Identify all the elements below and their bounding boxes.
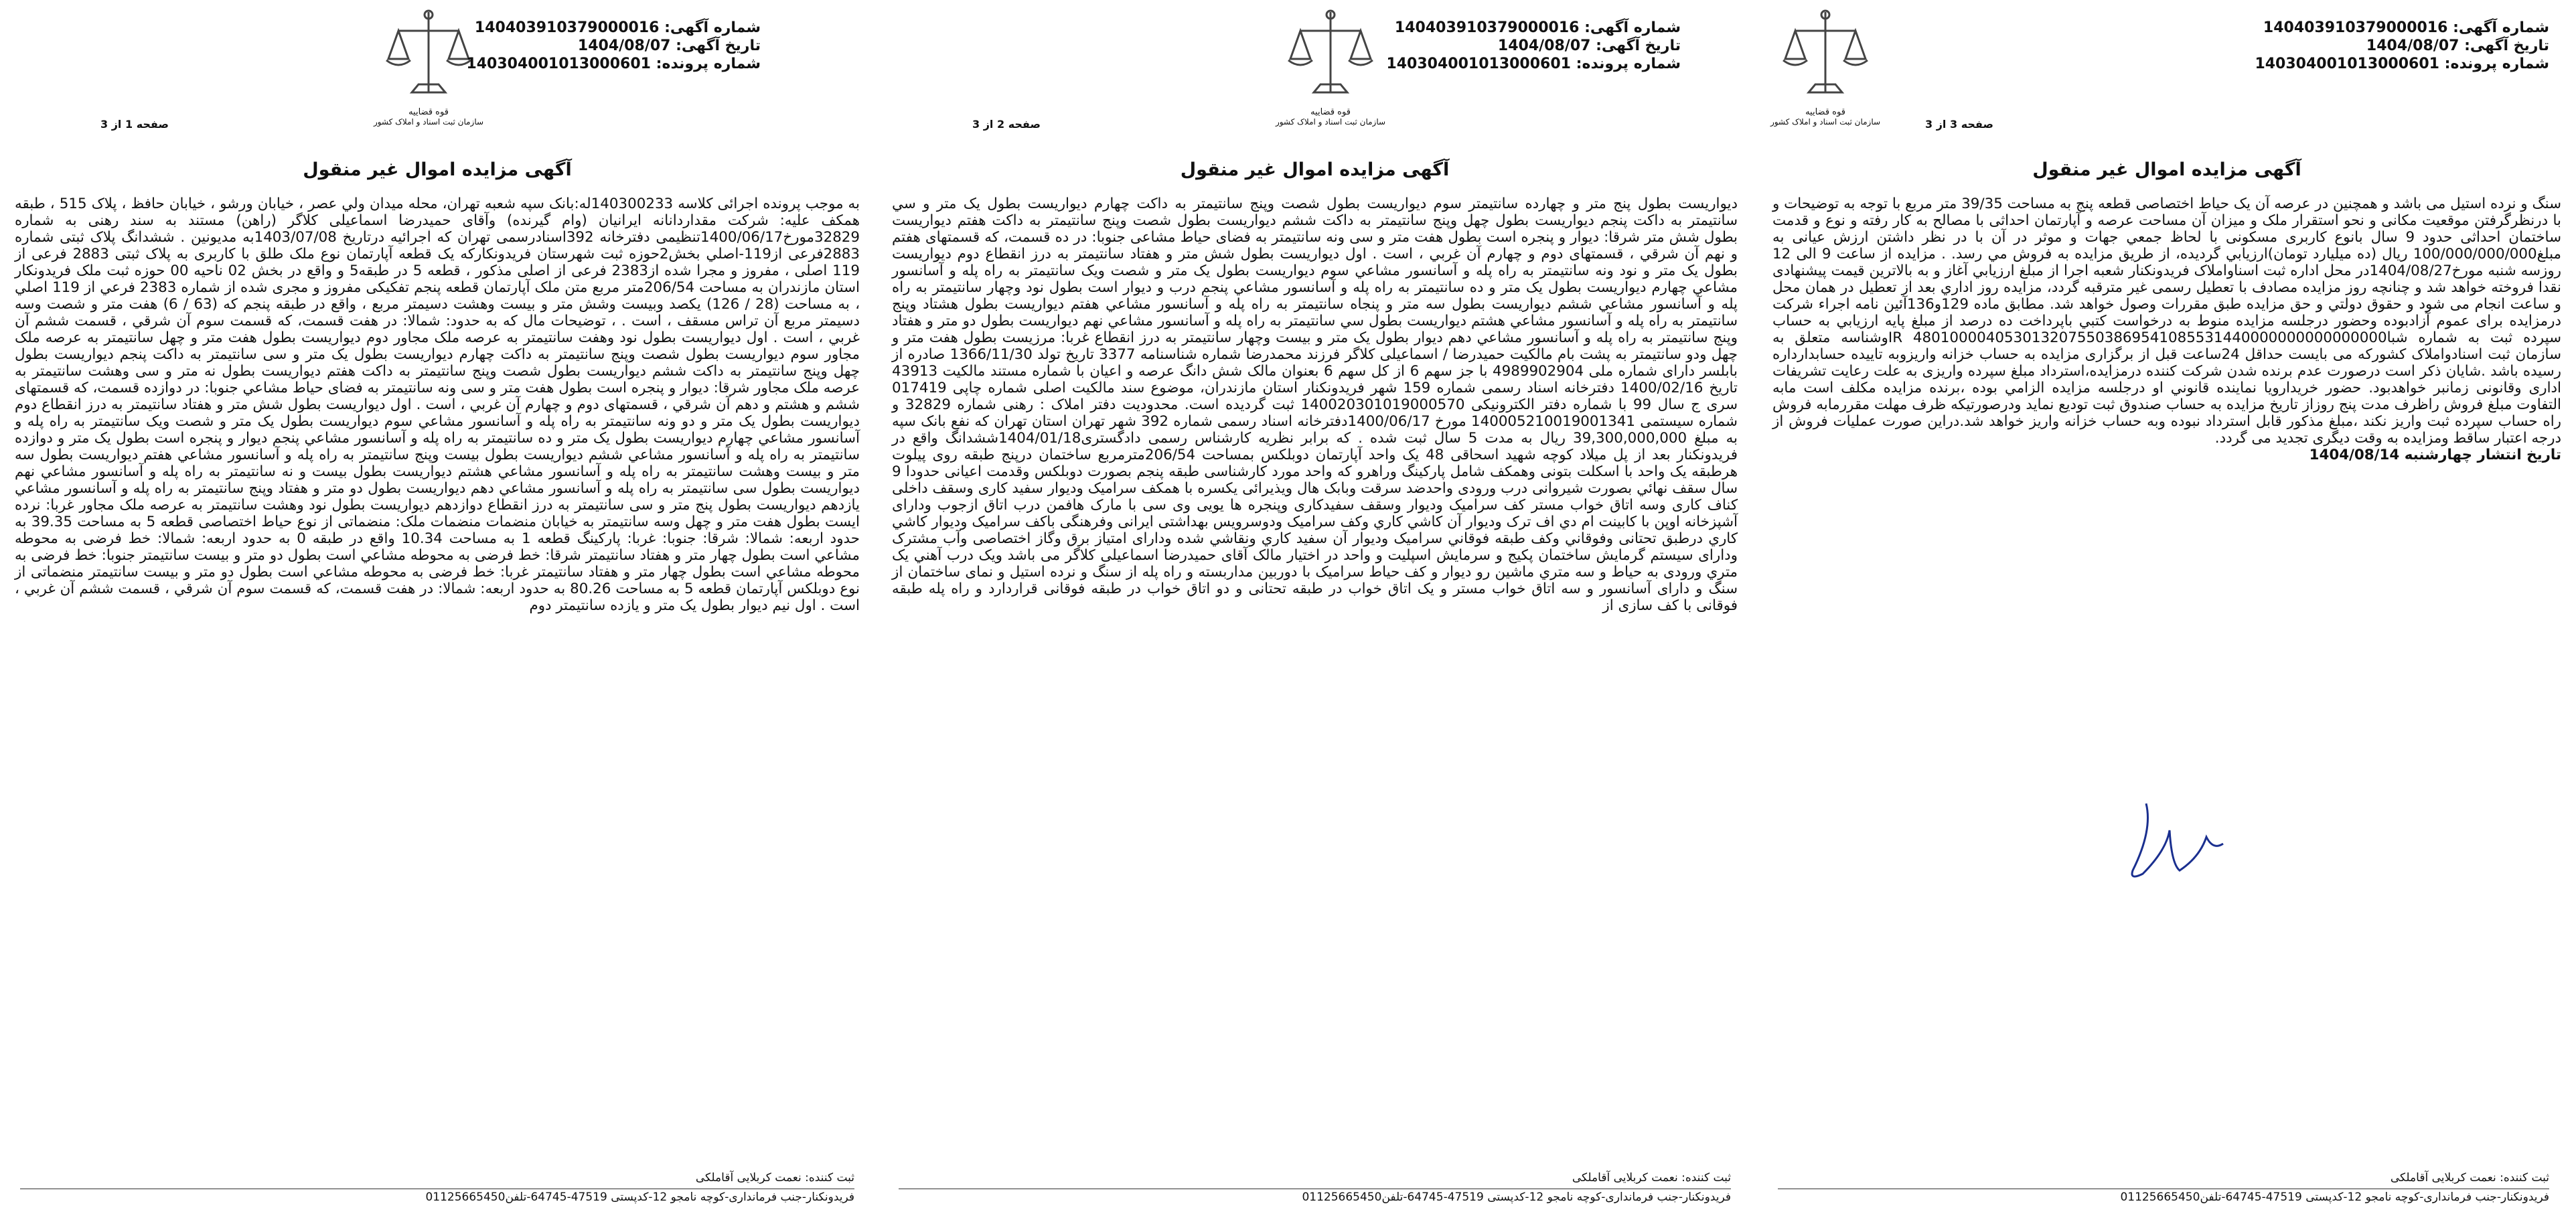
ad-page-3 [0,0,875,1220]
page-number: صفحه 3 از 3 [1925,118,1993,131]
judiciary-emblem-icon: قوه قضاییه سازمان ثبت اسناد و املاک کشور [1274,5,1387,119]
ad-title: آگهی مزایده اموال غیر منقول [303,159,572,180]
page-number: صفحه 2 از 3 [972,118,1041,131]
ad-body-text: سنگ و نرده استیل می باشد و همچنین در عرصه آن یک حیاط اختصاصی قطعه پنج به مساحت 39/35 متر مربع با توجه به توضیحات و با درنظرگرفتن موقعیت مکانی و نحو استقرار ملک و میزان آن مساحت عرصه و آپارتمان احداثی با مصالح به کار رفته و نوع و قدمت ساختمان احداثی حدود 9 سال بانوع کاربری مسکونی با لحاظ جمعي جهات و موثر در آن با در نظر داشتن ارزش عیانی به مبلغ100/000/000/000 ریال (ده میلیارد تومان)ارزیابي گردیده، از طریق مزایده به فروش مي رسد. . مزایده از ساعت 9 الی 12 روزسه شنبه مورخ1404/08/27در محل اداره ثبت اسناواملاک فریدونکنار شعبه اجرا از مبلغ ارزیابي آغاز و به بالاترین قیمت پیشنهادی نقدا فروخته خواهد شد و چنانچه روز مزایده مصادف با تعطیل رسمی غیر مترقبه گردد، مزایده روز اداري بعد از تعطیل در همان محل و ساعت انجام می شود و حقوق دولتي و حق مزایده طبق مقررات وصول خواهد شد. مطابق ماده 129و136آئین نامه اجراء شرکت درمزایده برای عموم آزادبوده وحضور درجلسه مزایده منوط به درخواست کتبي باپرداخت ده درصد از مبلغ پایه ارزیابي به حساب سپرده ثبت به شماره شباIR 4801000040530132075503869541085531440000000000000000وشناسه متعلق به سازمان ثبت اسنادواملاک کشورکه می بایست حداقل 24ساعت قبل از برگزاری مزایده به حساب خزانه واریزوبه تاییده حسابدارداره رسیده باشد .شایان ذکر است درصورت عدم برنده شدن شرکت کننده درمزایده،استرداد مبلغ سپرده واریزی به علت رعایت تشریفات اداری وقانونی زمانبر خواهدبود. حضور خریدارویا نماینده قانوني او درجلسه مزایده الزامي بوده ،برنده مزایده مکلف است مابه التفاوت مبلغ فروش راظرف مدت پنج روزاز تاریخ مزایده به حساب صندوق ثبت تودیع نماید ودرصورتیکه ظرف مهلت مقررمابه فروش راه حساب سپرده ثبت واریز نکند ،مبلغ مذکور قابل استرداد نبوده وبه حساب خزانه واریز خواهد شد.دراین صورت عملیات فروش از درجه اعتبار ساقط ومزایده به وقت دیگری تجدید می گردد. تاریخ انتشار چهارشنبه 1404/08/14 [1772,196,2562,463]
ad-title: آگهی مزایده اموال غیر منقول [1180,159,1450,180]
page-number: صفحه 1 از 3 [100,118,169,131]
ad-footer: ثبت کننده: نعمت کربلایی آقاملکی فریدونکنار-جنب فرمانداری-کوچه نامجو 12-کدپستی 47519-64745-تلفن01125665450 [20,1170,854,1205]
judiciary-emblem-icon: قوه قضاییه سازمان ثبت اسناد و املاک کشور [1768,5,1882,119]
ad-body-text: به موجب پرونده اجرائی کلاسه 140300233له:بانک سپه شعبه تهران، محله میدان ولي عصر ، خیابان ورشو ، خیابان حافظ ، پلاک 515 ، طبقه همکف علیه: شرکت مقداردانانه ایرانیان (وام گیرنده) وآقای حمیدرضا اسماعیلی کلاگر (راهن) مستند به سند رهنی به شماره 32829مورخ1400/06/17تنظیمی دفترخانه 392اسنادرسمی تهران که اجرائیه درتاریخ 1403/07/08به مدیونین . ششدانگ پلاک ثبتی شماره 2883فرعی از119-اصلي بخش2حوزه ثبت شهرستان فریدونکارکه یک قطعه آپارتمان نوع ملک طلق با کاربری به پلاک ثبتی 2883 فرعی از 119 اصلی ، مفروز و مجرا شده از2383 فرعی از اصلی مذکور ، قطعه 5 در طبقه5 و واقع در بخش 02 ناحیه 00 حوزه ثبت ملک فریدونکار استان مازندران به مساحت 206/54متر مربع متن ملک آپارتمان قطعه پنجم تفکیکی مفروز و مجری شده از شماره 2383 فرعي از 119 اصلي ، به مساحت (28 / 126) یکصد وبیست وشش متر و بیست وهشت دسیمتر مربع ، واقع در طبقه پنجم که (63 / 6) هفت متر و شصت وسه دسیمتر مربع آن تراس مسقف ، است . ، توضیحات مال که به حدود: شمالا: در هفت قسمت، که قسمت سوم آن شرقي ، قسمت ششم آن غربي ، است . اول دیواریست بطول نود وهفت سانتیمتر به عرصه ملک مجاور دوم دیواریست بطول هفت متر و چهل سانتیمتر به عرصه ملک مجاور سوم دیواریست بطول شصت وپنج سانتیمتر به داکت چهارم دیواریست بطول یک متر و سی سانتیمتر به داکت پنجم دیواریست بطول چهل وپنج سانتیمتر به داکت ششم دیواریست بطول شصت وپنج سانتیمتر به داکت هفتم دیواریست بطول نه متر و سی وهشت سانتیمتر به عرصه ملک مجاور شرقا: دیوار و پنجره است بطول هفت متر و سی ونه سانتیمتر به فضای حیاط مشاعي جنوبا: در دوازده قسمت، که قسمتهای ششم و هشتم و دهم آن شرقي ، قسمتهای دوم و چهارم آن غربي ، است . اول دیواریست بطول شش متر و هفتاد سانتیمتر به درز انقطاع دوم دیواریست بطول یک متر و دو ونه سانتیمتر به راه پله و آسانسور مشاعي سوم دیواریست بطول یک متر و شصت ویک سانتیمتر به راه پله و آسانسور مشاعي چهارم دیواریست بطول یک متر و ده سانتیمتر به راه پله و آسانسور مشاعي پنجم دیوار و پنجره است بطول یک متر و دوازده سانتیمتر به راه پله و آسانسور مشاعي ششم دیواریست بطول بیست وپنج سانتیمتر به راه پله و آسانسور مشاعي هفتم دیواریست بطول سه متر و بیست وهشت سانتیمتر به راه پله و آسانسور مشاعي هشتم دیواریست بطول بیست و نه سانتیمتر به راه پله و آسانسور مشاعي نهم دیواریست بطول سی سانتیمتر به راه پله و آسانسور مشاعي دهم دیواریست بطول دو متر و هفتاد وپنج سانتیمتر به راه پله و آسانسور مشاعي یازدهم دیواریست بطول پنج متر و سی سانتیمتر به درز انقطاع دوازدهم دیواریست بطول نود وهشت سانتیمتر به عرصه ملک مجاور غربا: نرده ایست بطول هفت متر و چهل وسه سانتیمتر به خیابان منضمات منضمات ملک: منضماتی از نوع حیاط اختصاصی قطعه 5 به مساحت 39.35 به حدود اربعه: شمالا: شرقا: جنوبا: غربا: پارکینگ قطعه 1 به مساحت 10.34 واقع در طبقه 0 به حدود اربعه: شمالا: خط فرضی به محوطه مشاعي است بطول چهار متر و هفتاد سانتیمتر شرقا: خط فرضی به محوطه مشاعي است بطول دو متر و بیست سانتیمتر جنوبا: خط فرضی به محوطه مشاعي است بطول چهار متر و هفتاد سانتیمتر غربا: خط فرضی به محوطه مشاعي است بطول دو متر و بیست سانتیمتر منضماتی از نوع دوبلکس آپارتمان قطعه 5 به مساحت 80.26 به حدود اربعه: شمالا: در هفت قسمت، که قسمت سوم آن شرقي ، قسمت ششم آن غربي ، است . اول نیم دیوار بطول یک متر و یازده سانتیمتر دوم [15,196,860,614]
judiciary-emblem-icon: قوه قضاییه سازمان ثبت اسناد و املاک کشور [372,5,485,119]
ad-page-1 [1758,0,2576,1220]
ad-body-text: دیواریست بطول پنج متر و چهارده سانتیمتر سوم دیواریست بطول شصت وپنج سانتیمتر به داکت چهارم دیواریست بطول یک متر و سي سانتیمتر به داکت پنجم دیواریست بطول چهل وپنج سانتیمتر به داکت ششم دیواریست بطول شصت وپنج سانتیمتر به داکت هفتم دیواریست بطول شش متر شرقا: دیوار و پنجره است بطول هفت متر و سی ونه سانتیمتر به فضای حیاط مشاعی جنوبا: در ده قسمت، که قسمتهای هفتم و نهم آن شرقي ، قسمتهای دوم و چهارم آن غربي ، است . اول دیواریست بطول شش متر و هفتاد سانتیمتر به درز انقطاع دوم دیواریست بطول یک متر و نود ونه سانتیمتر به راه پله و آسانسور مشاعي سوم دیواریست بطول یک متر و شصت ویک سانتیمتر به راه پله و آسانسور مشاعي چهارم دیواریست بطول یک متر و ده سانتیمتر به راه پله و آسانسور مشاعي پنجم درب و دیوار است بطول نود وچهار سانتیمتر به راه پله و آسانسور مشاعي ششم دیواریست بطول سه متر و پنجاه سانتیمتر به راه پله و آسانسور مشاعي هفتم دیواریست بطول هشتاد وپنج سانتیمتر به راه پله و آسانسور مشاعي هشتم دیواریست بطول سي سانتیمتر به راه پله و آسانسور مشاعي نهم دیواریست بطول دو متر و هفتاد وپنج سانتیمتر به راه پله و آسانسور مشاعي دهم دیوار بطول یک متر و بیست وچهار سانتیمتر به درز انقطاع غربا: مرزیست بطول هفت متر و چهل ودو سانتیمتر به پشت بام مالکیت حمیدرضا / اسماعیلی کلاگر فرزند محمدرضا شماره شناسنامه 3377 تاریخ تولد 1366/11/30 صادره از بابلسر دارای شماره ملی 4989902904 با جز سهم 6 از کل سهم 6 بعنوان مالک شش دانگ عرصه و اعیان با شماره مستند مالکیت 43913 تاریخ 1400/02/16 دفترخانه اسناد رسمی شماره 159 شهر فریدونکنار استان مازندران، موضوع سند مالکیت اصلی شماره چاپی 017419 سری ج سال 99 با شماره دفتر الکترونیکی 140020301019000570 ثبت گردیده است. محدودیت دفتر املاک : رهنی شماره 32829 و شماره سیستمی 140005210019001341 مورخ 1400/06/17دفترخانه اسناد رسمی شماره 392 شهر تهران استان تهران که نفع بانک سپه به مبلغ 39,300,000,000 ریال به مدت 5 سال ثبت شده . که برابر نظریه کارشناس رسمی دادگستری1404/01/18ششدانگ واقع در فریدونکنار بعد از پل میلاد کوچه شهید اسحاقی 48 یک واحد آپارتمان دوبلکس بمساحت 206/54مترمربع ساختمان درپنج طبقه روی پیلوت هرطبقه یک واحد با اسکلت بتونی وهمکف شامل پارکینگ وراهرو که واحد مورد کارشناسی طبقه پنجم بصورت دوبلکس وقدمت اعیانی حدودا 9 سال سقف نهائي بصورت شیروانی درب ورودی واحدضد سرقت وبابک هال ویذیرائی یکسره با همکف سرامیک ودیوار سفید کاری وسقف داخلی کناف کاری وسه اتاق خواب مستر کف سرامیک ودیوار وسقف سفیدکاری وپنجره ها یویی وی سی با مارک هافمن درب اتاق ازجوب ودارای آشپزخانه اوپن با کابینت ام دي اف ترک ودیوار آن کاشي کاري وکف سرامیک ودوسرویس بهداشتی ایرانی وفرهنگی باکف سرامیک ودیوار کاشي کاري درطبق تحتانی وفوقاني وکف طبقه فوقاني سرامیک ودیوار آن سفید کاري ونقاشي شده ودارای امتیاز برق وگاز اختصاصی وآب مشترک ودارای سیستم گرمایش ساختمان پکیج و سرمایش اسپلیت و واحد در اختیار مالک آقای حمیدرضا اسماعیلی کلاگر می باشد ویک درب آهني يک متري ورودی به حیاط و سه متري ماشین رو دیوار و کف حیاط سرامیک با دوربین مداربسته و راه پله از سنگ و نرده استیل و نمای ساختمان از سنگ و دارای آسانسور و سه اتاق خواب مستر و یک اتاق خواب در طبقه تحتانی و دو اتاق خواب در طبقه فوقانی قراردارد و راه پله طبقه فوقانی با کف سازی از [892,196,1738,614]
ad-footer: ثبت کننده: نعمت کربلایی آقاملکی فریدونکنار-جنب فرمانداری-کوچه نامجو 12-کدپستی 47519-64745-تلفن01125665450 [899,1170,1731,1205]
ad-page-2 [879,0,1751,1220]
ad-meta-block: شماره آگهی: 140403910379000016 تاریخ آگهی: 1404/08/07 شماره پرونده: 140304001013000601 [2255,19,2549,72]
ad-footer: ثبت کننده: نعمت کربلایی آقاملکی فریدونکنار-جنب فرمانداری-کوچه نامجو 12-کدپستی 47519-64745-تلفن01125665450 [1778,1170,2549,1205]
ad-meta-block: شماره آگهی: 140403910379000016 تاریخ آگهی: 1404/08/07 شماره پرونده: 140304001013000601 [1386,19,1681,72]
ad-meta-block: شماره آگهی: 140403910379000016 تاریخ آگهی: 1404/08/07 شماره پرونده: 140304001013000601 [466,19,761,72]
handwritten-signature-icon [2106,790,2240,900]
ad-title: آگهی مزایده اموال غیر منقول [2032,159,2301,180]
